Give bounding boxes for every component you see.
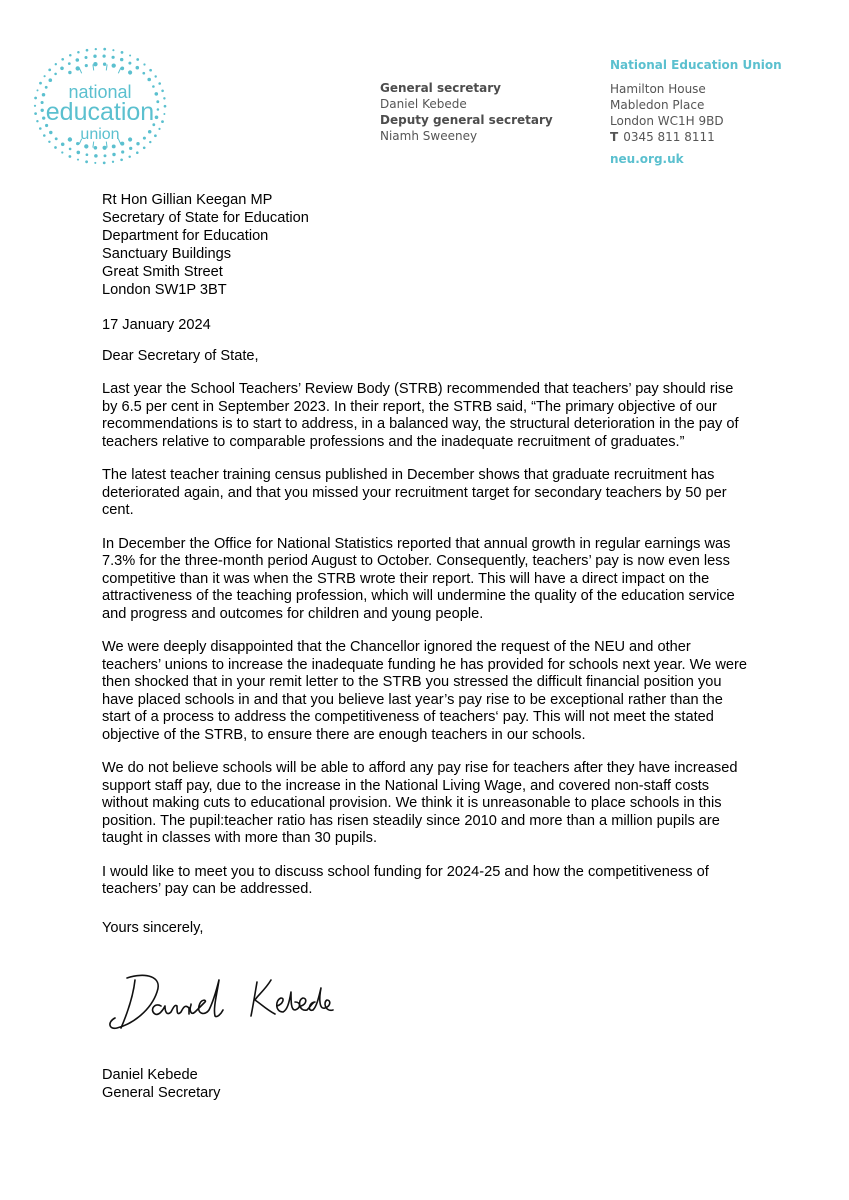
logo-dot — [103, 63, 106, 66]
logo-dot — [161, 90, 164, 93]
logo-dot — [55, 63, 57, 65]
logo-dot — [102, 146, 106, 150]
body-paragraph: Last year the School Teachers’ Review Body (STRB) recommended that teachers’ pay should rise by 6.5 per cent in September 2023. In their report, the STRB said, “The primary objective of our recommendations is to start to address, in a balanced way, the structural deterioration in the pay of teachers relative to comparable professions and the inadequate recruitment of graduates.” — [102, 381, 739, 450]
letter-date: 17 January 2024 — [102, 317, 211, 333]
logo-dot — [149, 141, 151, 143]
union-address-block — [610, 57, 782, 167]
logo-dot — [136, 142, 139, 145]
logo-dot — [94, 162, 96, 164]
logo-dot — [129, 147, 132, 150]
logo-dot — [149, 69, 152, 72]
recipient-line: Rt Hon Gillian Keegan MP — [102, 192, 273, 208]
logo-dot — [39, 127, 42, 130]
logo-dot — [112, 49, 114, 51]
logo-dot — [86, 153, 89, 156]
handwritten-signature — [105, 958, 365, 1038]
logo-dot — [85, 64, 88, 67]
logo-dot — [69, 148, 72, 151]
logo-dot — [155, 116, 159, 120]
logo-dot — [103, 162, 106, 165]
logo-dot — [120, 58, 123, 61]
logo-text-education: education — [45, 98, 155, 126]
logo-dot — [61, 151, 63, 153]
logo-dot — [43, 134, 46, 137]
recipient-line: Department for Education — [102, 228, 269, 244]
logo-dot — [161, 120, 164, 123]
logo-dot — [120, 158, 123, 161]
body-paragraph: I would like to meet you to discuss school funding for 2024-25 and how the competitiveness of teachers’ pay can be addressed. — [102, 863, 709, 897]
logo-dot — [128, 155, 130, 157]
logo-dot — [121, 51, 124, 54]
logo-dot — [77, 159, 79, 161]
logo-dot — [42, 93, 46, 97]
logo-dot — [111, 56, 114, 59]
recipient-line: Secretary of State for Education — [102, 210, 309, 226]
logo-dot — [41, 109, 44, 112]
logo-dot — [86, 49, 89, 52]
logo-dot — [158, 82, 161, 85]
logo-dot — [93, 62, 97, 66]
logo-dot — [147, 78, 151, 82]
officers-block — [380, 80, 553, 144]
logo-dot — [44, 75, 46, 77]
logo-dot — [36, 120, 38, 122]
logo-dot — [163, 113, 165, 115]
logo-dot — [85, 160, 88, 163]
logo-dot — [34, 105, 36, 107]
logo-dot — [158, 128, 160, 130]
logo-dot — [148, 130, 152, 134]
logo-dot — [143, 137, 146, 140]
logo-dot — [49, 78, 53, 82]
logo-dot — [76, 58, 80, 62]
salutation: Dear Secretary of State, — [102, 348, 259, 364]
logo-dot — [156, 100, 159, 103]
logo-dot — [76, 142, 79, 145]
logo-dot — [34, 97, 37, 100]
recipient-line: Sanctuary Buildings — [102, 246, 231, 262]
logo-dot — [94, 146, 98, 150]
logo-dot — [128, 70, 132, 74]
logo-dot — [142, 72, 145, 75]
logo-dot — [136, 58, 139, 61]
telephone — [610, 129, 782, 145]
logo-dot — [77, 51, 80, 54]
telephone-label: T — [610, 130, 619, 144]
logo-dot — [39, 82, 42, 85]
recipient-address — [102, 191, 309, 299]
logo-dot — [102, 54, 105, 57]
body-paragraph: We were deeply disappointed that the Chancellor ignored the request of the NEU and other teachers’ unions to increase the inadequate funding he has provided for schools next year. We were then shocked that in your remit letter to the STRB you stressed the difficult financial position you have placed schools in and that you believe last year’s pay rise to be exceptional rather than the start of a process to address the competitiveness of teachers‘ pay. This will not meet the stated objective of the STRB, to ensure there are enough teachers in our schools. — [102, 639, 747, 743]
logo-dot — [68, 71, 71, 74]
body-paragraph: We do not believe schools will be able to afford any pay rise for teachers after they have increased support staff pay, due to the increase in the National Living Wage, and covered non-staff costs without making cuts to educational provision. We think it is unreasonable to place schools in this position. The pupil:teacher ratio has risen steadily since 2010 and more than a million pupils are taught in classes with more than 30 pupils. — [102, 760, 738, 846]
neu-logo — [30, 40, 170, 165]
logo-dot — [84, 56, 87, 59]
signatory-title: General Secretary — [102, 1085, 221, 1101]
logo-dot — [60, 67, 64, 71]
logo-dot — [157, 108, 160, 111]
logo-dot — [68, 62, 71, 65]
logo-dot — [45, 86, 48, 89]
logo-dot — [77, 151, 81, 155]
logo-dot — [112, 153, 115, 156]
union-name: National Education Union — [610, 58, 782, 72]
logo-dot — [143, 63, 145, 65]
logo-dot — [155, 92, 159, 96]
logo-dot — [34, 112, 37, 115]
officer-role: Deputy general secretary — [380, 113, 553, 127]
logo-dot — [103, 48, 106, 51]
logo-dot — [163, 97, 165, 99]
logo-dot — [152, 85, 155, 88]
logo-dot — [95, 48, 97, 50]
body-paragraph: The latest teacher training census published in December shows that graduate recruitment has deteriorated again, and that you missed your recruitment target for secondary teachers by 50 per cent. — [102, 467, 727, 518]
logo-dot — [112, 63, 116, 67]
address-line: Mabledon Place — [610, 98, 705, 112]
signatory-block — [102, 1066, 220, 1102]
address-line: Hamilton House — [610, 82, 706, 96]
address-line: London WC1H 9BD — [610, 114, 724, 128]
recipient-line: Great Smith Street — [102, 264, 223, 280]
logo-dot — [48, 69, 51, 72]
logo-dot — [61, 58, 64, 61]
logo-dot — [55, 137, 58, 140]
logo-dot — [94, 154, 98, 158]
logo-text-union: union — [80, 126, 120, 143]
logo-dot — [112, 161, 114, 163]
logo-spoke — [79, 68, 82, 74]
officer-name: Daniel Kebede — [380, 97, 467, 111]
logo-spoke — [106, 64, 107, 70]
logo-dot — [93, 55, 96, 58]
logo-dot — [69, 155, 72, 158]
officer-role: General secretary — [380, 81, 502, 95]
logo-dot — [129, 54, 131, 56]
logo-dot — [104, 154, 107, 157]
logo-dot — [112, 144, 116, 148]
logo-spoke — [118, 68, 121, 74]
logo-dot — [54, 73, 57, 76]
logo-dot — [136, 66, 140, 70]
logo-dot — [154, 134, 157, 137]
logo-dot — [69, 54, 72, 57]
logo-dot — [121, 150, 124, 153]
logo-dot — [143, 146, 146, 149]
recipient-line: London SW1P 3BT — [102, 282, 227, 298]
logo-dot — [154, 75, 156, 77]
logo-dot — [41, 101, 44, 104]
website-link[interactable]: neu.org.uk — [610, 152, 684, 166]
logo-dot — [128, 62, 131, 65]
logo-dot — [68, 137, 72, 141]
body-paragraph: In December the Office for National Statistics reported that annual growth in regular earnings was 7.3% for the three-month period August to October. Consequently, teachers’ pay is now even less competitive than it was when the STRB wrote their report. This will have a direct impact on the attractiveness of the teaching profession, which will undermine the quality of the education service and progress and outcomes for children and young people. — [102, 535, 735, 622]
telephone-number: 0345 811 8111 — [623, 130, 715, 144]
logo-dot — [164, 105, 167, 108]
logo-dot — [61, 143, 65, 147]
logo-dot — [37, 89, 39, 91]
logo-dot — [136, 151, 139, 154]
logo-dot — [48, 141, 50, 143]
logo-dot — [49, 131, 52, 134]
letter-body — [102, 381, 752, 915]
closing: Yours sincerely, — [102, 920, 204, 936]
logo-dot — [54, 146, 57, 149]
logo-dot — [84, 144, 88, 148]
logo-text-national: national — [68, 82, 132, 102]
signatory-name: Daniel Kebede — [102, 1067, 198, 1083]
logo-dot — [128, 137, 132, 141]
officer-name: Niamh Sweeney — [380, 129, 478, 143]
